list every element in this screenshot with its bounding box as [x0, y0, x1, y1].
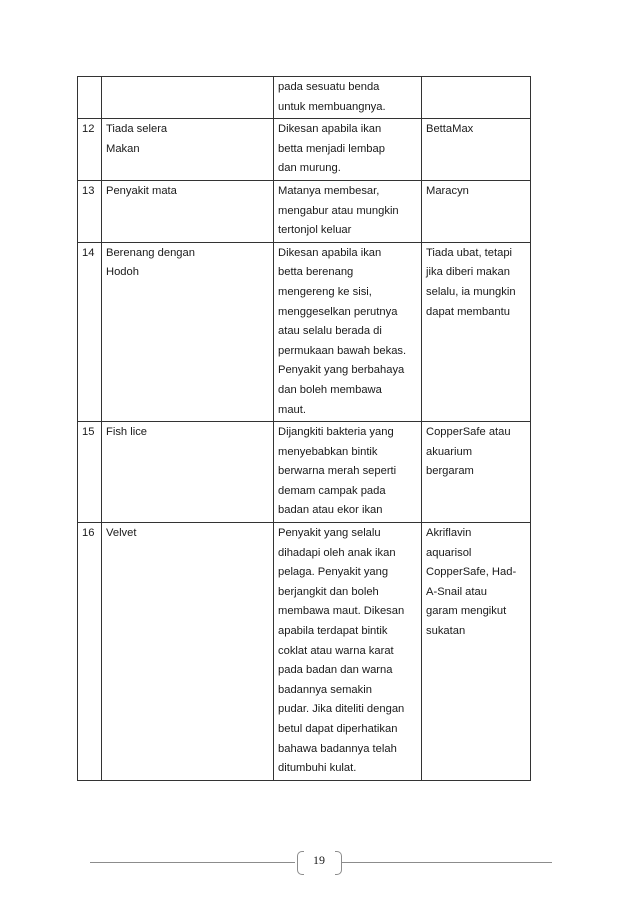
- text-line: A-Snail atau: [426, 585, 487, 598]
- text-line: dapat membantu: [426, 305, 510, 318]
- cell-treatment: [422, 422, 531, 523]
- text-line: Tiada ubat, tetapi: [426, 246, 513, 259]
- text-line: berjangkit dan boleh: [278, 585, 379, 598]
- text-line: maut.: [278, 403, 306, 416]
- cell-description: [274, 119, 422, 181]
- text-line: garam mengikut: [426, 605, 507, 618]
- cell-treatment: [422, 523, 531, 781]
- text-line: Penyakit mata: [106, 184, 177, 197]
- text-line: Dikesan apabila ikan: [278, 246, 382, 259]
- text-line: sukatan: [426, 625, 466, 638]
- cell-disease-name: [102, 119, 274, 181]
- text-line: Matanya membesar,: [278, 184, 380, 197]
- text-line: bahawa badannya telah: [278, 742, 397, 755]
- text-line: menggeselkan perutnya: [278, 305, 398, 318]
- text-line: Berenang dengan: [106, 246, 195, 259]
- table-row: [78, 242, 531, 421]
- text-line: BettaMax: [426, 123, 474, 136]
- text-line: Akriflavin: [426, 527, 472, 540]
- text-line: Dijangkiti bakteria yang: [278, 426, 394, 439]
- cell-number: 15: [78, 422, 102, 523]
- text-line: Fish lice: [106, 426, 148, 439]
- text-line: Maracyn: [426, 184, 469, 197]
- page-number-bracket-close: [335, 851, 342, 875]
- text-line: Dikesan apabila ikan: [278, 123, 382, 136]
- text-line: demam campak pada: [278, 484, 386, 497]
- table-row: [78, 180, 531, 242]
- text-line: tertonjol keluar: [278, 224, 352, 237]
- page-number-bracket-open: [297, 851, 304, 875]
- text-line: jika diberi makan: [426, 266, 510, 279]
- page-number: 19: [313, 853, 325, 867]
- text-line: badan atau ekor ikan: [278, 504, 383, 517]
- text-line: Hodoh: [106, 266, 139, 279]
- table-body: [78, 77, 531, 781]
- text-line: betul dapat diperhatikan: [278, 723, 398, 735]
- cell-description: [274, 77, 422, 119]
- cell-treatment: [422, 77, 531, 119]
- text-line: permukaan bawah bekas.: [278, 344, 407, 357]
- text-line: pada badan dan warna: [278, 664, 393, 677]
- text-line: coklat atau warna karat: [278, 644, 394, 657]
- text-line: betta berenang: [278, 266, 354, 279]
- cell-treatment: [422, 119, 531, 181]
- cell-description: [274, 180, 422, 242]
- table-row: [78, 523, 531, 781]
- cell-description: [274, 422, 422, 523]
- text-line: menyebabkan bintik: [278, 445, 378, 458]
- text-line: CopperSafe atau: [426, 426, 511, 439]
- table-row: [78, 119, 531, 181]
- text-line: betta menjadi lembap: [278, 142, 385, 155]
- text-line: pudar. Jika diteliti dengan: [278, 703, 405, 716]
- text-line: mengereng ke sisi,: [278, 285, 372, 298]
- cell-disease-name: [102, 180, 274, 242]
- text-line: CopperSafe, Had-: [426, 566, 517, 579]
- cell-description: [274, 242, 422, 421]
- text-line: aquarisol: [426, 546, 472, 559]
- table-row: [78, 422, 531, 523]
- cell-number: 14: [78, 242, 102, 421]
- text-line: Penyakit yang berbahaya: [278, 364, 405, 377]
- text-line: Penyakit yang selalu: [278, 527, 381, 540]
- text-line: atau selalu berada di: [278, 325, 382, 338]
- cell-treatment: [422, 180, 531, 242]
- text-line: membawa maut. Dikesan: [278, 605, 405, 618]
- cell-description: [274, 523, 422, 781]
- footer-rule-left: [90, 862, 295, 863]
- text-line: Makan: [106, 142, 140, 155]
- text-line: pelaga. Penyakit yang: [278, 566, 389, 579]
- cell-number: 13: [78, 180, 102, 242]
- cell-disease-name: [102, 523, 274, 781]
- text-line: bergaram: [426, 465, 474, 478]
- disease-table: [77, 76, 531, 781]
- text-line: dan boleh membawa: [278, 383, 382, 396]
- table-row: [78, 77, 531, 119]
- text-line: untuk membuangnya.: [278, 100, 386, 113]
- text-line: dan murung.: [278, 162, 341, 175]
- text-line: badannya semakin: [278, 683, 372, 696]
- text-line: Velvet: [106, 527, 137, 540]
- text-line: apabila terdapat bintik: [278, 625, 388, 638]
- cell-number: [78, 77, 102, 119]
- text-line: pada sesuatu benda: [278, 81, 380, 93]
- text-line: akuarium: [426, 445, 473, 458]
- cell-disease-name: [102, 422, 274, 523]
- text-line: ditumbuhi kulat.: [278, 762, 357, 775]
- text-line: dihadapi oleh anak ikan: [278, 546, 396, 559]
- text-line: mengabur atau mungkin: [278, 204, 399, 217]
- cell-treatment: [422, 242, 531, 421]
- cell-number: 16: [78, 523, 102, 781]
- cell-disease-name: [102, 242, 274, 421]
- footer-rule-right: [342, 862, 552, 863]
- text-line: Tiada selera: [106, 123, 168, 136]
- cell-disease-name: [102, 77, 274, 119]
- cell-number: 12: [78, 119, 102, 181]
- page-footer: [0, 848, 638, 878]
- text-line: selalu, ia mungkin: [426, 285, 516, 298]
- text-line: berwarna merah seperti: [278, 465, 397, 478]
